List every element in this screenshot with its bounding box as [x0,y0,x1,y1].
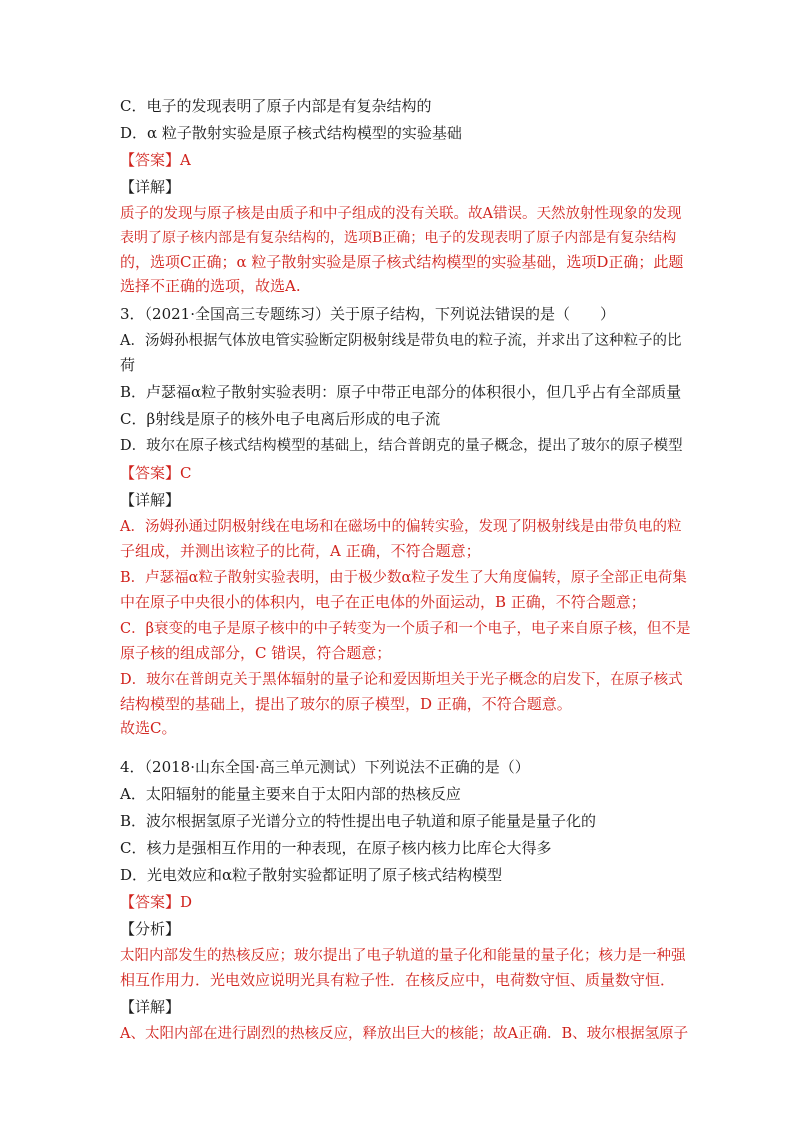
q3-detail-line: 故选C。 [120,719,177,737]
q2-detail-line: 的，选项C正确；α 粒子散射实验是原子核式结构模型的实验基础，选项D正确；此题 [120,253,684,271]
q4-analysis-label: 【分析】 [120,920,181,938]
q3-option-a: A．汤姆孙根据气体放电管实验断定阴极射线是带负电的粒子流，并求出了这种粒子的比 [120,333,682,349]
q4-option-b: B．波尔根据氢原子光谱分立的特性提出电子轨道和原子能量是量子化的 [120,812,597,830]
q3-detail-line: 结构模型的基础上，提出了玻尔的原子模型，D 正确，不符合题意。 [120,695,572,713]
q2-detail-line: 质子的发现与原子核是由质子和中子组成的没有关联。故A错误。天然放射性现象的发现 [120,206,682,222]
q3-option-c: C．β射线是原子的核外电子电离后形成的电子流 [120,410,441,428]
q3-detail-line: B．卢瑟福α粒子散射实验表明，由于极少数α粒子发生了大角度偏转，原子全部正电荷集 [120,570,687,586]
q3-option-b: B．卢瑟福α粒子散射实验表明：原子中带正电部分的体积很小，但几乎占有全部质量 [120,383,682,401]
q3-detail-label: 【详解】 [120,491,181,509]
q3-detail-line: A．汤姆孙通过阴极射线在电场和在磁场中的偏转实验，发现了阴极射线是由带负电的粒 [120,519,682,535]
q3-detail-line: 原子核的组成部分，C 错误，符合题意； [120,644,392,662]
q4-option-d: D．光电效应和α粒子散射实验都证明了原子核式结构模型 [120,866,503,884]
q2-detail-line: 表明了原子核内部是有复杂结构的，选项B正确；电子的发现表明了原子内部是有复杂结构 [120,230,677,246]
q4-option-a: A．太阳辐射的能量主要来自于太阳内部的热核反应 [120,785,461,803]
q3-detail-line: 中在原子中央很小的体积内，电子在正电体的外面运动，B 正确，不符合题意； [120,593,646,611]
q4-detail-line: A、太阳内部在进行剧烈的热核反应，释放出巨大的核能；故A正确．B、玻尔根据氢原子 [120,1026,689,1042]
q4-analysis-line: 太阳内部发生的热核反应；玻尔提出了电子轨道的量子化和能量的量子化；核力是一种强 [120,948,686,964]
q3-answer: 【答案】C [120,464,192,482]
q2-option-d: D．α 粒子散射实验是原子核式结构模型的实验基础 [120,124,462,142]
q4-answer: 【答案】D [120,893,193,911]
q3-option-d: D．玻尔在原子核式结构模型的基础上，结合普朗克的量子概念，提出了玻尔的原子模型 [120,438,683,454]
q2-answer: 【答案】A [120,151,191,169]
q3-detail-line: D．玻尔在普朗克关于黑体辐射的量子论和爱因斯坦关于光子概念的启发下，在原子核式 [120,672,683,688]
q3-detail-line: 子组成，并测出该粒子的比荷，A 正确，不符合题意； [120,542,481,560]
q3-option-a-cont: 荷 [120,356,136,374]
q3-stem: 3．（2021·全国高三专题练习）关于原子结构，下列说法错误的是（ ） [120,305,615,323]
q2-detail-label: 【详解】 [120,178,181,196]
q2-option-c: C．电子的发现表明了原子内部是有复杂结构的 [120,97,432,115]
q3-detail-line: C．β衰变的电子是原子核中的中子转变为一个质子和一个电子，电子来自原子核，但不是 [120,621,691,637]
q4-stem: 4．（2018·山东全国·高三单元测试）下列说法不正确的是（） [120,758,530,776]
q4-analysis-line: 相互作用力．光电效应说明光具有粒子性．在核反应中，电荷数守恒、质量数守恒． [120,971,676,989]
q2-detail-line: 选择不正确的选项，故选A. [120,277,301,295]
q4-option-c: C．核力是强相互作用的一种表现，在原子核内核力比库仑大得多 [120,839,552,857]
q4-detail-label: 【详解】 [120,998,181,1016]
